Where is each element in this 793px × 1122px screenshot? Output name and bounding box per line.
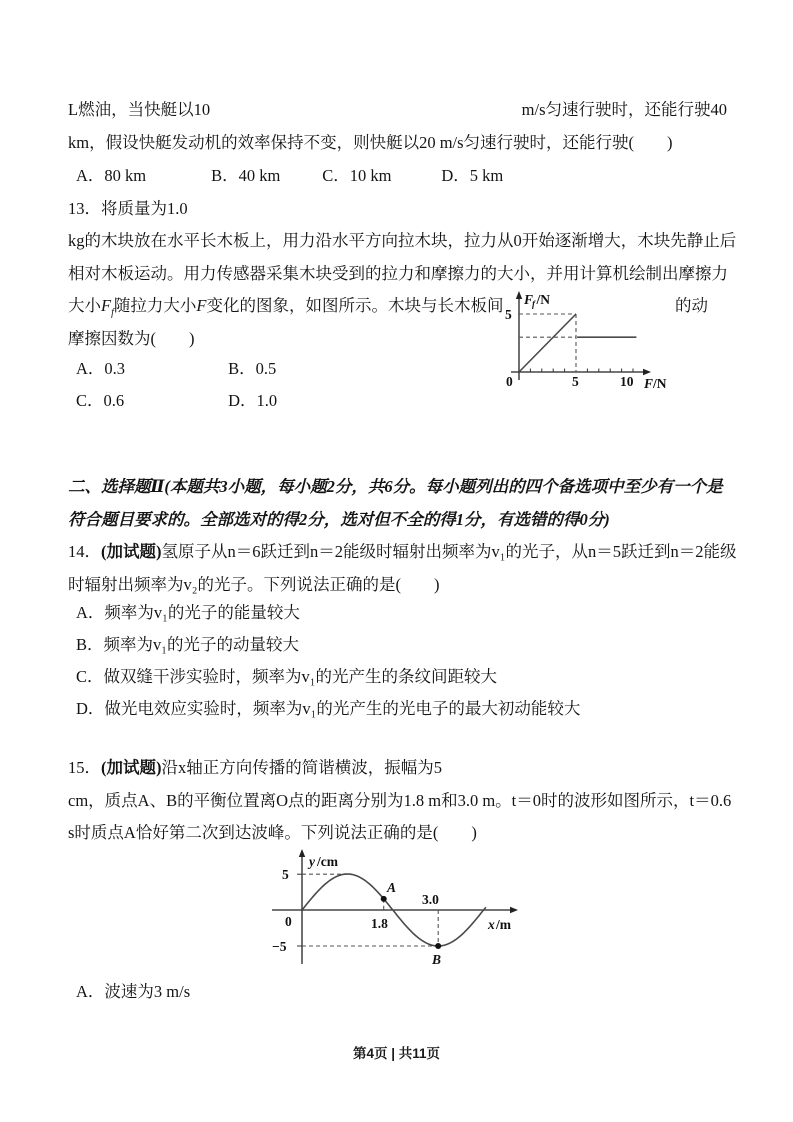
q14-tag: (加试题)	[101, 542, 162, 561]
wave-xlabel-unit: /m	[496, 917, 511, 932]
q13-option-a: A．0.3	[76, 359, 126, 378]
q14-option-d: D．做光电效应实验时，频率为v₁的光产生的光电子的最大初动能较大	[76, 699, 581, 718]
friction-xlabel-F: F	[644, 376, 654, 391]
q14-line1-rest: 氢原子从n＝6跃迁到n＝2能级时辐射出频率为v₁的光子，从n＝5跃迁到n＝2能级	[161, 542, 737, 561]
q13-options-row-2	[76, 391, 277, 412]
friction-ylabel-unit: /N	[536, 292, 550, 307]
wave-xmark-18: 1.8	[371, 916, 388, 931]
q12-options	[76, 166, 503, 187]
q14-number: 14．	[68, 542, 101, 561]
q12-line-2: km，假设快艇发动机的效率保持不变，则快艇以20 m/s匀速行驶时，还能行驶( )	[68, 133, 673, 152]
wave-origin-0: 0	[285, 914, 292, 929]
friction-xtick-5: 5	[572, 374, 579, 389]
q15-option-a: A．波速为3 m/s	[76, 982, 191, 1001]
q13-option-c: C．0.6	[76, 391, 125, 410]
wave-xlabel-var: x	[488, 917, 495, 932]
q14-option-c: C．做双缝干涉实验时，频率为v₁的光产生的条纹间距较大	[76, 667, 498, 686]
q14-line-1	[68, 542, 737, 563]
wave-snapshot-graph	[262, 846, 547, 972]
q13-line-2: kg的木块放在水平长木板上，用力沿水平方向拉木块，拉力从0开始逐渐增大，木块先静止后	[68, 231, 737, 250]
particle-A-label: A	[387, 880, 397, 895]
q15-number: 15．	[68, 758, 101, 777]
wave-ytick-5: 5	[282, 867, 289, 882]
q12-option-b: B．40 km	[211, 166, 281, 185]
friction-xtick-10: 10	[620, 374, 634, 389]
wave-xmark-30: 3.0	[422, 892, 439, 907]
x-axis-arrow-icon	[643, 369, 651, 375]
friction-xtick-0: 0	[506, 374, 513, 389]
q13-var-Ff: F	[101, 296, 112, 315]
friction-vs-force-graph	[498, 288, 698, 394]
wave-ytick-neg5: −5	[272, 939, 287, 954]
q13-var-Ff-sub: f	[111, 307, 114, 319]
q13-line4-seg3: 变化的图象，如图所示。木块与长木板间	[206, 296, 504, 315]
q13-line4-text	[68, 296, 503, 320]
q12-option-c: C．10 km	[322, 166, 392, 185]
q15-line-3: s时质点A恰好第二次到达波峰。下列说法正确的是( )	[68, 823, 477, 842]
q15-tag: (加试题)	[101, 758, 162, 777]
q14-option-b: B．频率为v₁的光子的动量较大	[76, 635, 300, 654]
q13-line4-seg2: 随拉力大小	[113, 296, 197, 315]
q13-line-5: 摩擦因数为( )	[68, 329, 195, 348]
friction-xlabel-unit: /N	[653, 376, 667, 391]
y-axis-arrow-icon	[299, 849, 305, 857]
section2-header-line-2: 符合题目要求的。全部选对的得2分，选对但不全的得1分，有选错的得0分)	[68, 510, 610, 529]
particle-A-dot	[381, 896, 387, 902]
q13-line4-seg1: 大小	[68, 296, 101, 315]
q14-line-2: 时辐射出频率为v₂的光子。下列说法正确的是( )	[68, 575, 440, 594]
q12-line1-left: L燃油，当快艇以10	[68, 100, 211, 119]
q13-options-row-1	[76, 359, 276, 380]
q12-option-a: A．80 km	[76, 166, 147, 185]
particle-B-dot	[435, 943, 441, 949]
particle-B-label: B	[432, 952, 442, 967]
q13-option-b: B．0.5	[228, 359, 277, 378]
q15-line-1	[68, 758, 442, 779]
q12-option-d: D．5 km	[441, 166, 504, 185]
wave-ylabel-var: y	[309, 854, 315, 869]
q13-line4-right: 的动	[675, 296, 708, 315]
q15-line1-rest: 沿x轴正方向传播的简谐横波，振幅为5	[161, 758, 442, 777]
static-friction-line	[519, 314, 576, 372]
page-footer: 第4页 | 共11页	[352, 1046, 441, 1061]
wave-ylabel-unit: /cm	[317, 854, 338, 869]
q13-option-d: D．1.0	[228, 391, 278, 410]
q13-var-F: F	[196, 296, 207, 315]
friction-ytick-5: 5	[505, 307, 512, 322]
q15-line-2: cm，质点A、B的平衡位置离O点的距离分别为1.8 m和3.0 m。t＝0时的波形如图所示，t＝0.6	[68, 791, 732, 810]
section2-header-line-1: 二、选择题Ⅱ(本题共3小题，每小题2分，共6分。每小题列出的四个备选项中至少有一个是	[68, 477, 723, 496]
q13-line-1: 13．将质量为1.0	[68, 199, 188, 218]
q12-line1-right: m/s匀速行驶时，还能行驶40	[521, 100, 727, 119]
x-axis-arrow-icon	[510, 907, 518, 913]
friction-ylabel-sub: f	[532, 299, 535, 309]
y-axis-arrow-icon	[516, 291, 522, 299]
friction-ylabel-F: F	[524, 292, 534, 307]
q12-line-1	[68, 100, 727, 121]
q13-line-3: 相对木板运动。用力传感器采集木块受到的拉力和摩擦力的大小，并用计算机绘制出摩擦力	[68, 264, 728, 283]
q14-option-a: A．频率为v₁的光子的能量较大	[76, 603, 300, 622]
